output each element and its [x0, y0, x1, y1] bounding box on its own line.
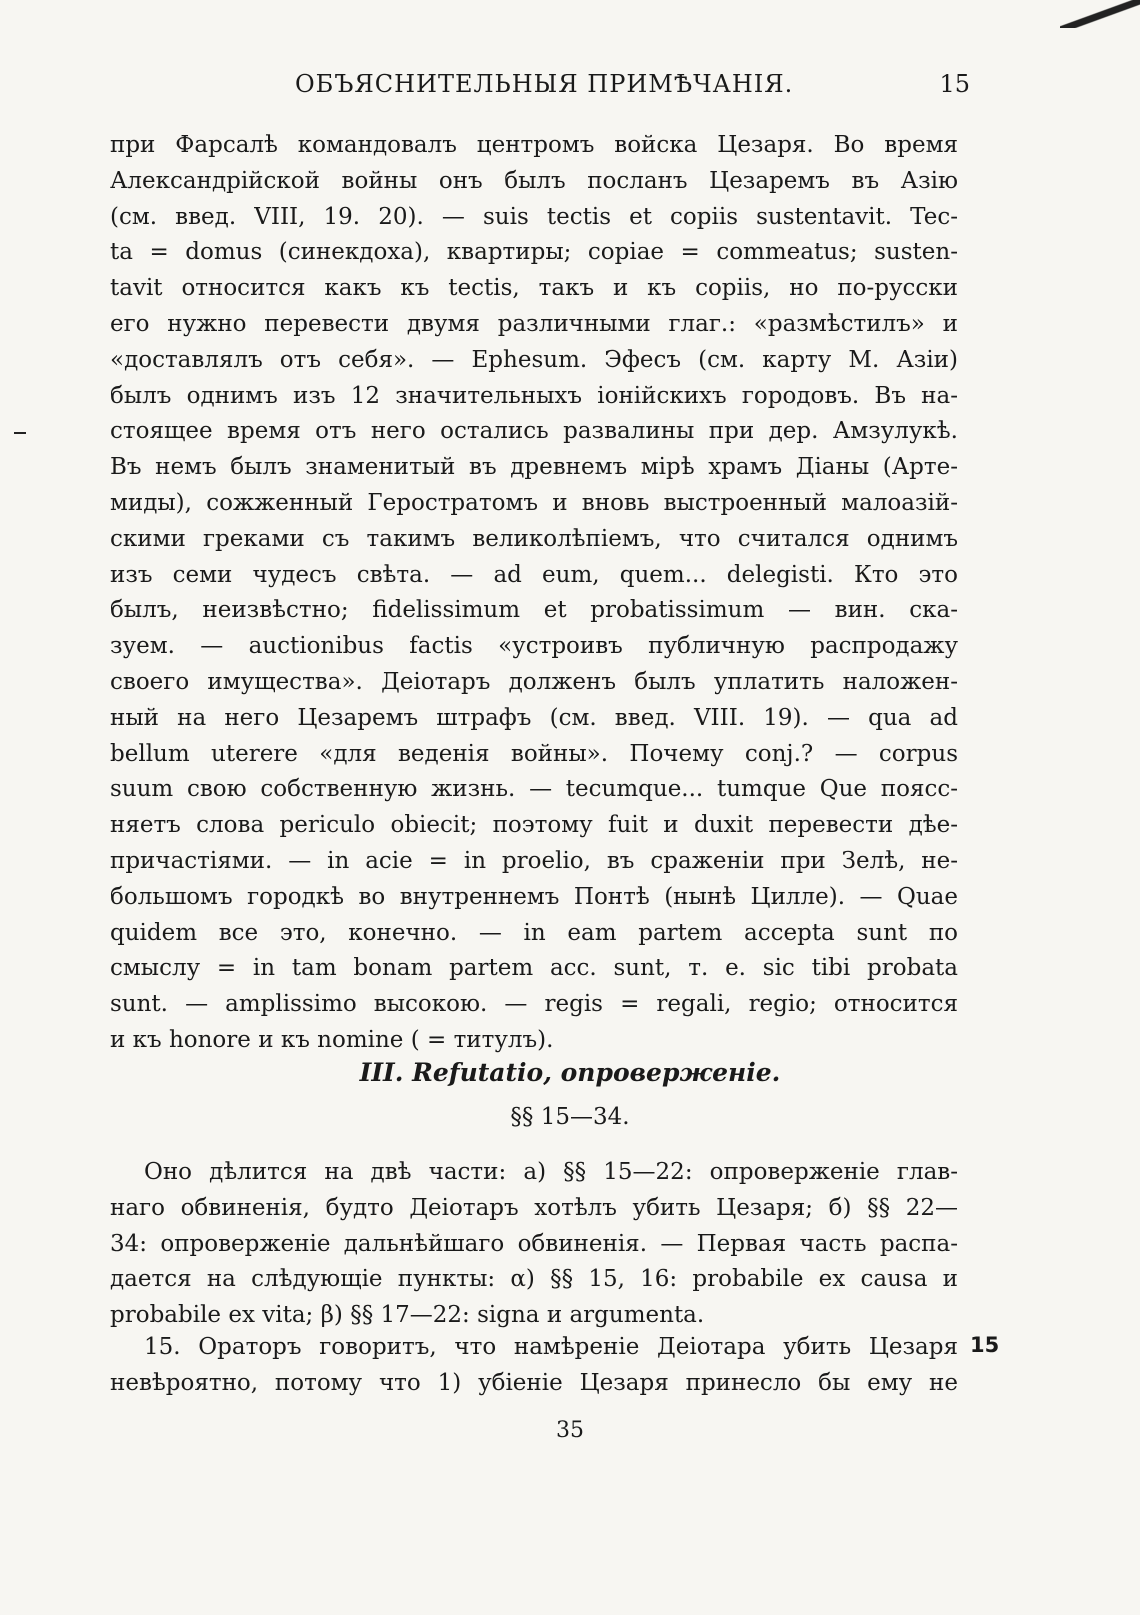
text-line: tavit относится какъ къ tectis, такъ и къ copiis, но по-русски: [110, 275, 958, 302]
text-line: былъ однимъ изъ 12 значительныхъ іонійскихъ городовъ. Въ на-: [110, 382, 958, 409]
text-line: при Фарсалѣ командовалъ центромъ войска Цезаря. Во время: [110, 132, 958, 158]
running-title: ОБЪЯСНИТЕЛЬНЫЯ ПРИМѢЧАНІЯ.: [295, 70, 794, 98]
text-line: стоящее время отъ него остались развалины при дер. Амзулукѣ.: [110, 418, 958, 445]
text-line: причастіями. — in acie = in proelio, въ сраженіи при Зелѣ, не-: [110, 847, 958, 874]
text-line: suum свою собственную жизнь. — tecumque... tumque Que поясс-: [110, 776, 958, 803]
page-number: 15: [939, 70, 970, 98]
text-line: bellum uterere «для веденія войны». Почему conj.? — corpus: [110, 740, 958, 767]
commentary-paragraph: [110, 128, 958, 1059]
text-line: ный на него Цезаремъ штрафъ (см. введ. VIII. 19). — qua ad: [110, 704, 958, 731]
margin-section-number: 15: [970, 1333, 1000, 1357]
text-line: наго обвиненія, будто Деіотаръ хотѣлъ убить Цезаря; б) §§ 22—: [110, 1194, 958, 1221]
text-line: (см. введ. VIII, 19. 20). — suis tectis et copiis sustentavit. Tec-: [110, 203, 958, 230]
text-line: «доставлялъ отъ себя». — Ephesum. Эфесъ (см. карту М. Азіи): [110, 346, 958, 373]
text-line: Оно дѣлится на двѣ части: a) §§ 15—22: опроверженіе глав-: [144, 1159, 958, 1185]
text-line: былъ, неизвѣстно; fidelissimum et probatissimum — вин. ска-: [110, 597, 958, 624]
text-line: няетъ слова periculo obiecit; поэтому fuit и duxit перевести дѣе-: [110, 812, 958, 839]
text-line: миды), сожженный Геростратомъ и вновь выстроенный малоазій-: [110, 489, 958, 516]
section-title: III. Refutatio, опроверженіе.: [359, 1058, 781, 1087]
margin-mark: [14, 432, 26, 434]
text-line: зуем. — auctionibus factis «устроивъ публичную распродажу: [110, 633, 958, 660]
text-line: своего имущества». Деіотаръ долженъ былъ уплатить наложен-: [110, 668, 958, 695]
paragraph-15: [110, 1330, 958, 1402]
text-line: probabile ex vita; β) §§ 17—22: signa и argumenta.: [110, 1302, 705, 1329]
page-header: [110, 70, 970, 110]
text-line: дается на слѣдующіе пункты: α) §§ 15, 16: probabile ex causa и: [110, 1266, 958, 1293]
text-line: quidem все это, конечно. — in eam partem accepta sunt по: [110, 919, 958, 946]
text-line: изъ семи чудесъ свѣта. — ad eum, quem... delegisti. Кто это: [110, 561, 958, 588]
text-line: и къ honore и къ nomine ( = титулъ).: [110, 1026, 554, 1053]
section-intro-paragraph: [110, 1155, 958, 1334]
text-line: sunt. — amplissimo высокою. — regis = regali, regio; относится: [110, 991, 958, 1018]
text-line: скими греками съ такимъ великолѣпіемъ, что считался однимъ: [110, 525, 958, 552]
text-line: ta = domus (синекдоха), квартиры; copiae = commeatus; susten-: [110, 239, 958, 266]
text-line: его нужно перевести двумя различными глаг.: «размѣстилъ» и: [110, 310, 958, 337]
text-line: Въ немъ былъ знаменитый въ древнемъ мірѣ храмъ Діаны (Арте-: [110, 454, 958, 481]
text-line: Александрійской войны онъ былъ посланъ Цезаремъ въ Азію: [110, 167, 958, 194]
signature-number: 35: [556, 1418, 584, 1443]
text-line: невѣроятно, потому что 1) убіеніе Цезаря принесло бы ему не: [110, 1369, 958, 1396]
text-line: смыслу = in tam bonam partem acc. sunt, т. е. sic tibi probata: [110, 955, 958, 982]
section-range: §§ 15—34.: [510, 1104, 630, 1130]
text-line: 34: опроверженіе дальнѣйшаго обвиненія. — Первая часть распа-: [110, 1230, 958, 1257]
text-line: 15. Ораторъ говоритъ, что намѣреніе Деіотара убить Цезаря: [144, 1334, 958, 1360]
text-line: большомъ городкѣ во внутреннемъ Понтѣ (нынѣ Цилле). — Quae: [110, 883, 958, 910]
scan-corner-artifact: [1060, 0, 1140, 28]
